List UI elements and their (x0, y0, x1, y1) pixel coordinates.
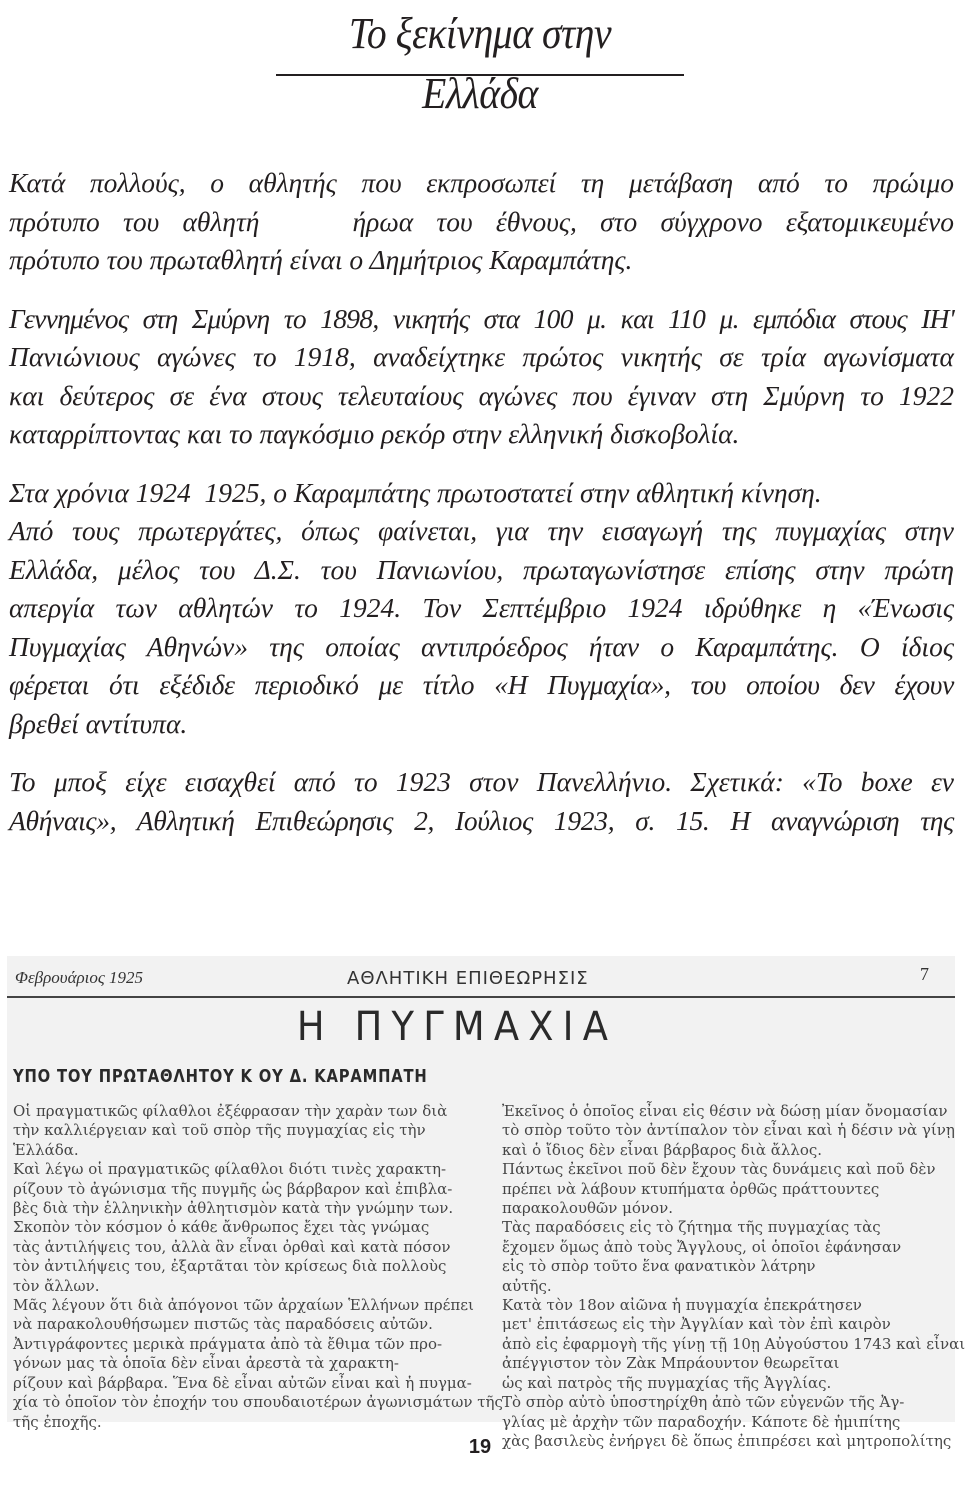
text-line: Από τους πρωτεργάτες, όπως φαίνεται, για την εισαγωγή της πυγμαχίας στην (9, 515, 954, 546)
text-line: Γεννημένος στη Σμύρνη το 1898, νικητής στα 100 μ. και 110 μ. εμπόδια στους ΙΗ' (9, 302, 954, 334)
clipping-text-line: γλίας μὲ ἀρχὴν τῶν παραδοχήν. Κάποτε δὲ ἡμιπίτης (502, 1412, 901, 1431)
clipping-text-line: ἀπὸ εἰς ἐφαρμογὴ τῆς γίνῃ τῇ 10ῃ Αὐγούστου 1743 καὶ εἶναι (502, 1334, 965, 1353)
clipping-magazine-name: ΑΘΛΗΤΙΚΗ ΕΠΙΘΕΩΡΗΣΙΣ (347, 968, 589, 989)
text-line: Πυγμαχίας Αθηνών» της οποίας αντιπρόεδρος ήταν ο Καραμπάτης. Ο ίδιος (9, 630, 954, 662)
page-number: 19 (468, 1436, 492, 1458)
clipping-text-line: καὶ ὁ ἴδιος δὲν εἶναι βάρβαρος διὰ ἄλλος. (502, 1140, 823, 1159)
clipping-text-line: Καὶ λέγω οἱ πραγματικῶς φίλαθλοι διότι τινὲς χαρακτη- (13, 1160, 447, 1179)
clipping-rule (7, 996, 955, 998)
text-line: Ελλάδα, μέλος του Δ.Σ. του Πανιωνίου, πρωταγωνίστησε επίσης στην πρώτη (9, 553, 954, 585)
text-line: βρεθεί αντίτυπα. (9, 707, 188, 739)
clipping-text-line: ὡς καὶ πατρὸς τῆς πυγμαχίας τῆς Ἀγγλίας. (502, 1373, 832, 1392)
clipping-text-line: Οἱ πραγματικῶς φίλαθλοι ἐξέφρασαν τὴν χαρὰν των διὰ (13, 1102, 448, 1120)
clipping-date: Φεβρουάριος 1925 (15, 968, 144, 987)
clipping-header (7, 956, 955, 996)
text-line: Το μποξ είχε εισαχθεί από το 1923 στον Πανελλήνιο. Σχετικά: «Το boxe εν (9, 766, 954, 797)
clipping-text-line: Ἀντιγράφοντες μερικὰ πράγματα ἀπὸ τὰ ἔθιμα τῶν προ- (13, 1334, 443, 1353)
clipping-heading: Η ΠΥΓΜΑΧΙΑ (296, 1004, 618, 1050)
clipping-text-line: βὲς διὰ τὴν ἑλληνικὴν ἀθλητισμὸν κατὰ τὴν γνώμην των. (13, 1199, 454, 1218)
title-block (276, 4, 684, 118)
text-line: φέρεται ότι εξέδιδε περιοδικό με τίτλο «Η Πυγμαχία», του οποίου δεν έχουν (9, 669, 954, 700)
clipping-text-line: νὰ παρακολουθήσωμεν πιστῶς τὰς παραδόσεις αὐτῶν. (13, 1315, 433, 1334)
clipping-byline: ΥΠΟ ΤΟΥ ΠΡΩΤΑΘΛΗΤΟΥ Κ ΟΥ Δ. ΚΑΡΑΜΠΑΤΗ (13, 1066, 428, 1087)
newspaper-clipping (7, 956, 965, 1450)
paragraph (9, 763, 954, 840)
clipping-text-line: χὰς βασιλεὺς ἐνήργει δὲ ὅπως ἐπιπρέσει καὶ μητροπολίτης (502, 1431, 952, 1450)
clipping-text-line: τὸ σπὸρ τοῦτο τὸν ἀντίπαλον τὸν εἶναι καὶ ἡ δέσιν νὰ γίνῃ (502, 1121, 955, 1140)
text-line: και δεύτερος σε ένα στους τελευταίους αγώνες που έγιναν στη Σμύρνη το 1922 (9, 379, 954, 411)
clipping-text-line: πρέπει νὰ λάβουν κτυπήματα ὀρθῶς πράττουντες (502, 1179, 880, 1198)
clipping-text-line: εἰς τὸ σπὸρ τοῦτο ἕνα φανατικὸν λάτρην (502, 1257, 816, 1276)
clipping-text-line: παρακολουθῶν μόνον. (502, 1199, 673, 1218)
clipping-text-line: τὴν καλλιέργειαν καὶ τοῦ σπὸρ τῆς πυγμαχίας εἰς τὴν (13, 1121, 426, 1140)
clipping-text-line: Ἐκεῖνος ὁ ὁποῖος εἶναι εἰς θέσιν νὰ δώσῃ μίαν ὄνομασίαν (502, 1102, 948, 1120)
clipping-text-line: ἀπέγγιστον τὸν Ζὰκ Μπράουντον θεωρεῖται (502, 1354, 840, 1373)
clipping-text-line: τὰς ἀντιλήψεις του, ἀλλὰ ἂν εἶναι ὀρθαὶ καὶ κατὰ πόσον (13, 1237, 451, 1256)
clipping-text-line: Ἑλλάδα. (13, 1140, 79, 1159)
paragraph (9, 474, 954, 744)
text-line: απεργία των αθλητών το 1924. Τον Σεπτέμβριο 1924 ιδρύθηκε η «Ένωσις (9, 592, 954, 623)
paragraph (9, 300, 954, 454)
clipping-text-line: χία τὸ ὁποῖον τὸν ἐποχήν του σπουδαιοτέρων ἀγωνισμάτων τῆς (13, 1393, 503, 1412)
clipping-text-line: ἔχομεν ὅμως ἀπὸ τοὺς Ἄγγλους, οἱ ὁποῖοι ἐφάνησαν (502, 1237, 902, 1256)
clipping-text-line: τὸν ἄλλων. (13, 1276, 100, 1295)
text-line: πρότυπο του πρωταθλητή είναι ο Δημήτριος Καραμπάτης. (9, 244, 633, 275)
page-title: Το ξεκίνημα στην Ελλάδα (348, 9, 612, 118)
body-text (9, 164, 954, 860)
text-line: Κατά πολλούς, ο αθλητής που εκπροσωπεί τη μετάβαση από το πρώιμο (9, 167, 954, 198)
clipping-text-line: Σκοπὸν τὸν κόσμον ὁ κάθε ἄνθρωπος ἔχει τὰς γνώμας (13, 1218, 430, 1237)
clipping-text-line: Κατὰ τὸν 18ον αἰῶνα ἡ πυγμαχία ἐπεκράτησεν (502, 1296, 862, 1315)
text-line: Στα χρόνια 1924 1925, ο Καραμπάτης πρωτοστατεί στην αθλητική κίνηση. (9, 476, 822, 508)
text-line: πρότυπο του αθλητή ήρωα του έθνους, στο σύγχρονο εξατομικευμένο (9, 205, 954, 237)
text-line: καταρρίπτοντας και το παγκόσμιο ρεκόρ στην ελληνική δισκοβολία. (9, 418, 740, 449)
text-line: Πανιώνιους αγώνες το 1918, αναδείχτηκε πρώτος νικητής σε τρία αγωνίσματα (9, 341, 954, 372)
clipping-text-line: ρίζουν τὸ ἀγώνισμα τῆς πυγμῆς ὡς βάρβαρον καὶ ἐπιβλα- (13, 1179, 453, 1198)
clipping-text-line: τῆς ἐποχῆς. (13, 1412, 102, 1431)
clipping-text-line: Μᾶς λέγουν ὅτι διὰ ἀπόγονοι τῶν ἀρχαίων Ἑλλήνων πρέπει (13, 1296, 474, 1315)
clipping-text-line: Τὸ σπὸρ αὐτὸ ὑποστηρίχθη ἀπὸ τῶν εὐγενῶν τῆς Ἀγ- (502, 1393, 905, 1412)
clipping-page-number: 7 (920, 964, 929, 984)
clipping-text-line: αὐτῆς. (502, 1276, 552, 1295)
text-line: Αθήναις», Αθλητική Επιθεώρησις 2, Ιούλιος 1923, σ. 15. Η αναγνώριση της (9, 804, 954, 836)
clipping-column-right (502, 1102, 965, 1451)
clipping-text-line: γόνων μας τὰ ὁποῖα δὲν εἶναι ἀρεστὰ τὰ χαρακτη- (13, 1354, 399, 1373)
clipping-text-line: τὸν ἀντιλήψεις του, ἐξαρτᾶται τὸν κρίσεως διὰ πολλοὺς (13, 1257, 447, 1276)
clipping-text-line: Τὰς παραδόσεις εἰς τὸ ζήτημα τῆς πυγμαχίας τὰς (502, 1218, 881, 1237)
paragraph (9, 164, 954, 280)
clipping-text-line: ρίζουν καὶ βάρβαρα. Ἕνα δὲ εἶναι αὐτῶν εἶναι καὶ ἡ πυγμα- (13, 1373, 472, 1392)
clipping-column-left (13, 1102, 503, 1432)
clipping-text-line: Πάντως ἐκεῖνοι ποῦ δὲν ἔχουν τὰς δυνάμεις καὶ ποῦ δὲν (502, 1160, 936, 1179)
clipping-text-line: μετ' ἐπιτάσεως εἰς τὴν Ἀγγλίαν καὶ τὸν ἐπὶ καιρὸν (502, 1315, 891, 1334)
